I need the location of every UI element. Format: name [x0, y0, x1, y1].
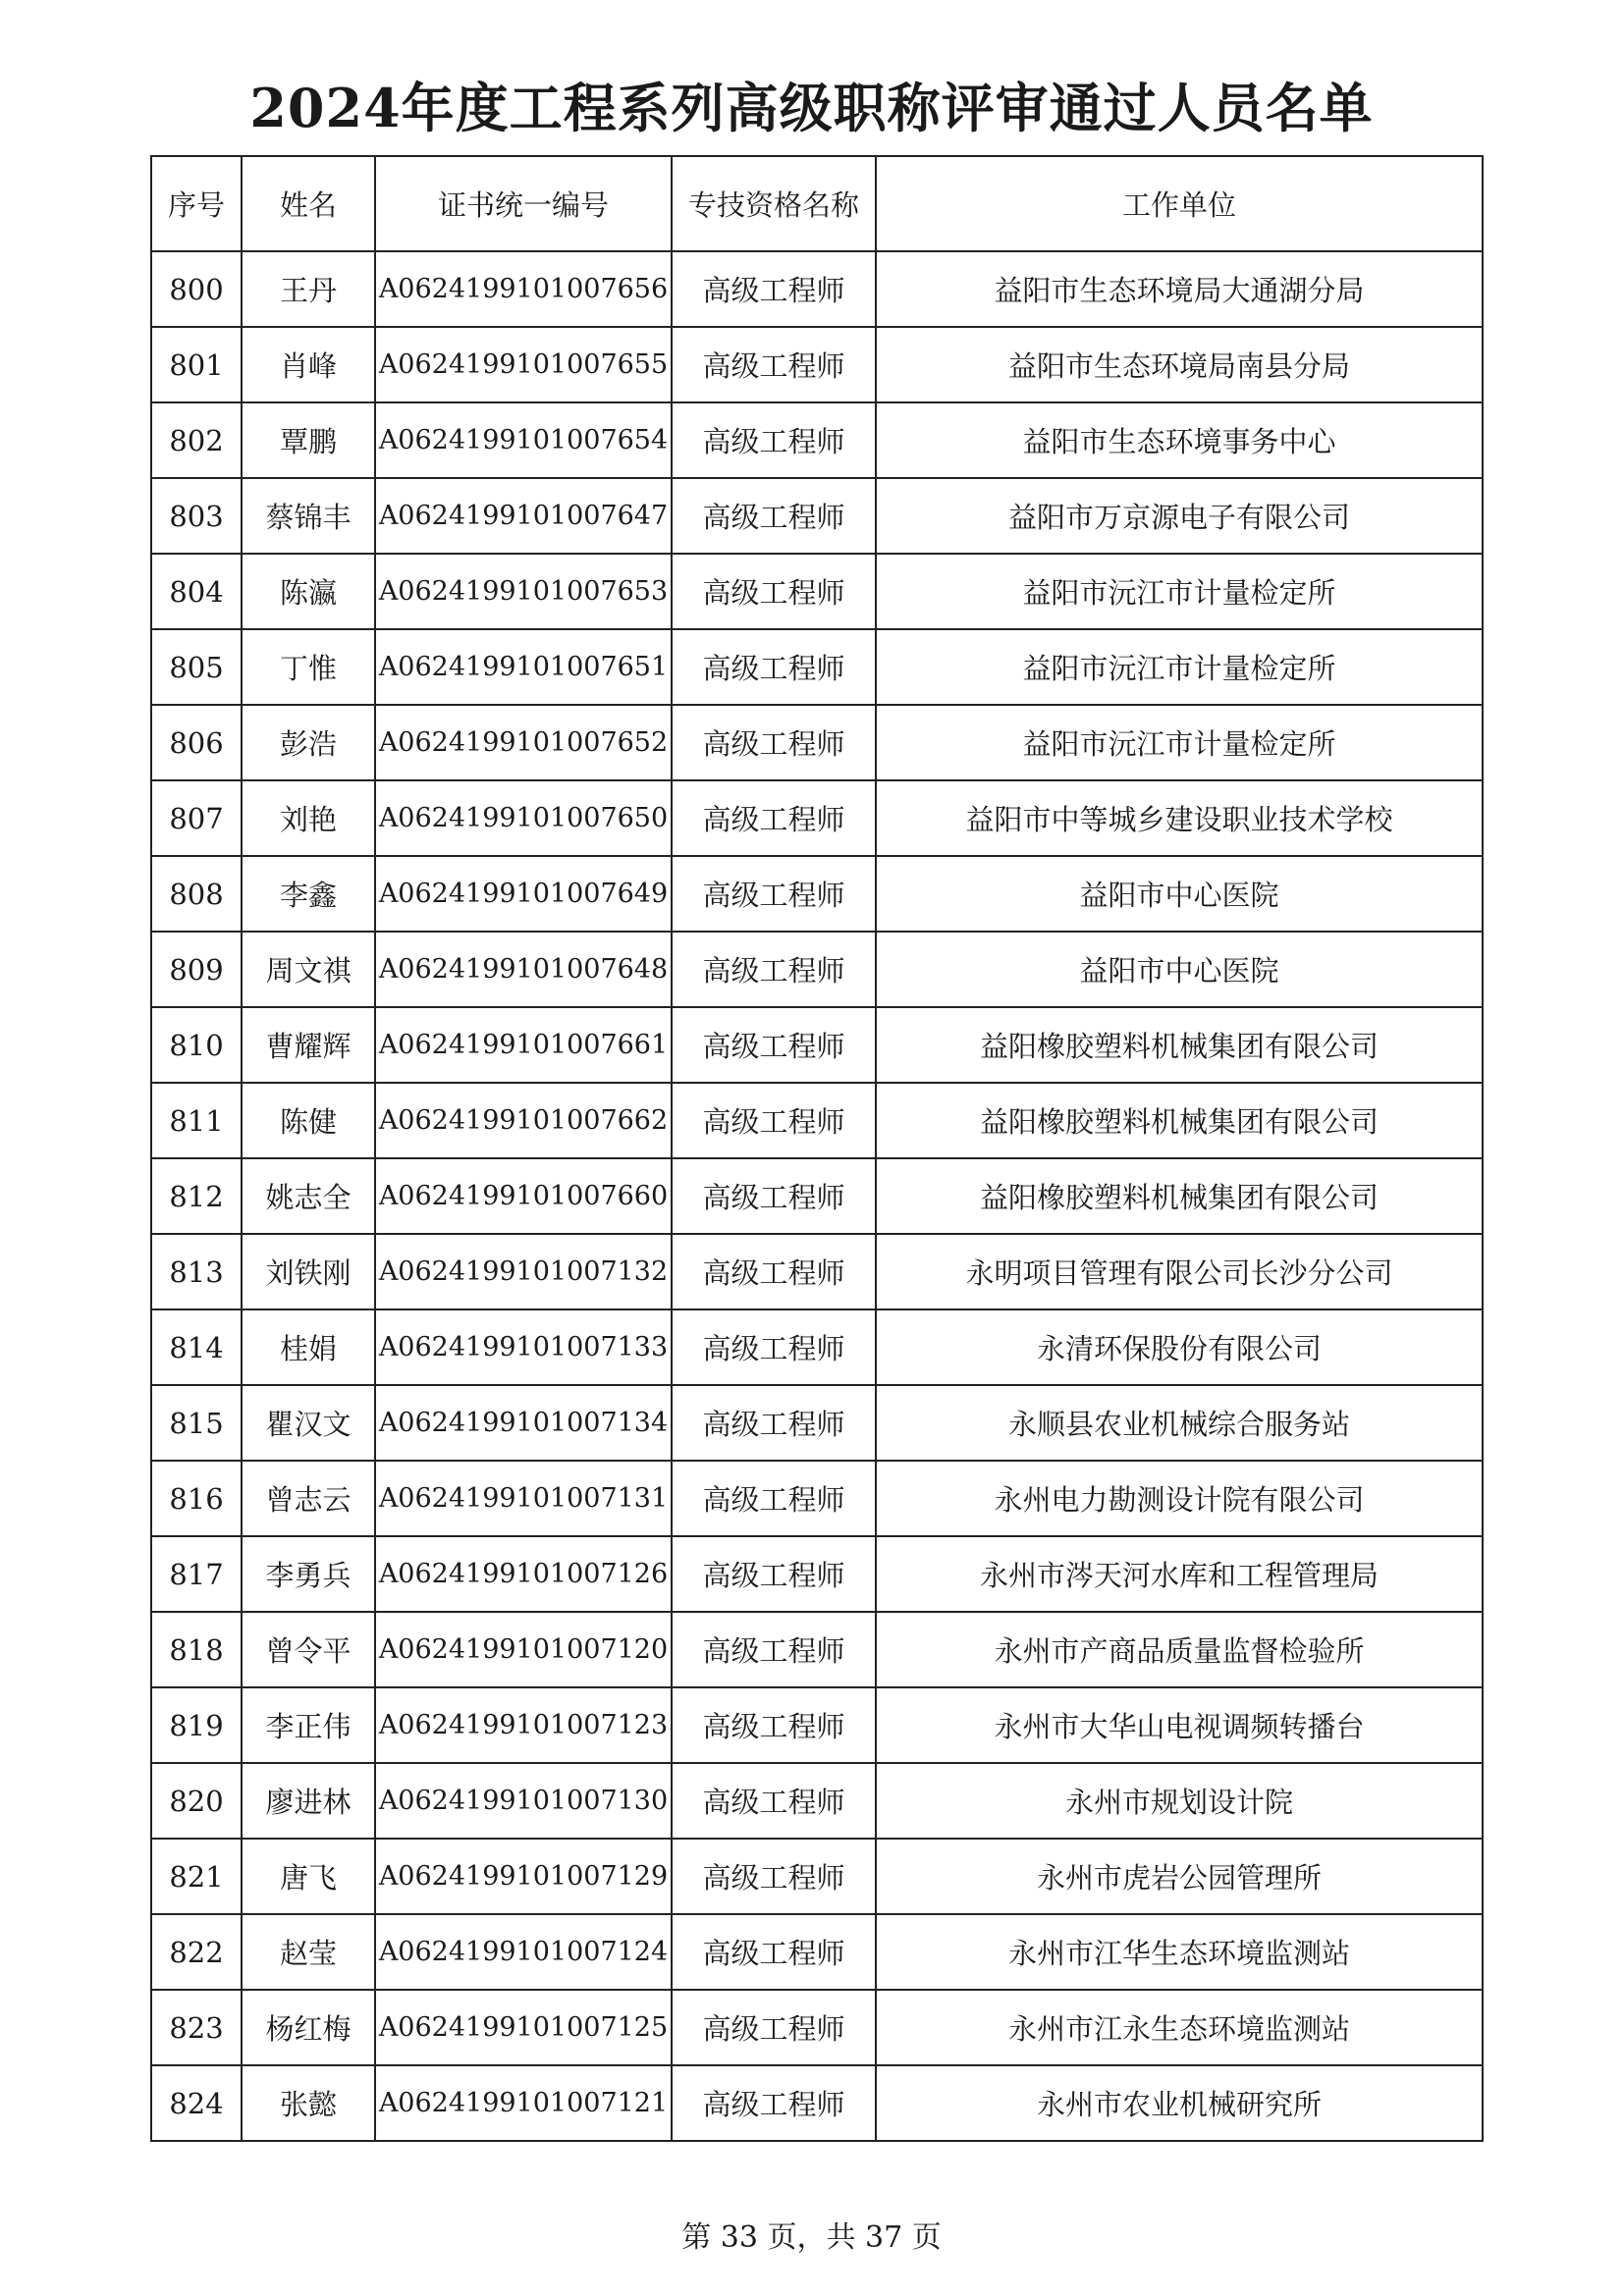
table-row: [151, 1385, 1483, 1461]
serial-cell: 815: [151, 1385, 242, 1461]
employer-cell: 永州市大华山电视调频转播台: [876, 1687, 1483, 1763]
certificate-number-cell: A0624199101007652: [375, 705, 672, 780]
employer-cell: 永州市规划设计院: [876, 1763, 1483, 1839]
table-row: [151, 856, 1483, 932]
serial-cell: 817: [151, 1536, 242, 1612]
name-cell: 王丹: [242, 251, 375, 327]
certificate-number-cell: A0624199101007125: [375, 1990, 672, 2065]
qualification-cell: 高级工程师: [672, 327, 876, 402]
serial-cell: 812: [151, 1158, 242, 1234]
serial-cell: 814: [151, 1309, 242, 1385]
table-row: [151, 1839, 1483, 1914]
qualification-cell: 高级工程师: [672, 1763, 876, 1839]
employer-cell: 益阳橡胶塑料机械集团有限公司: [876, 1007, 1483, 1083]
table-body: [151, 251, 1483, 2141]
certificate-number-cell: A0624199101007132: [375, 1234, 672, 1309]
certificate-number-cell: A0624199101007661: [375, 1007, 672, 1083]
certificate-number-cell: A0624199101007130: [375, 1763, 672, 1839]
name-cell: 周文祺: [242, 932, 375, 1007]
serial-cell: 803: [151, 478, 242, 554]
serial-cell: 805: [151, 629, 242, 705]
qualification-cell: 高级工程师: [672, 705, 876, 780]
qualification-cell: 高级工程师: [672, 478, 876, 554]
certificate-number-cell: A0624199101007133: [375, 1309, 672, 1385]
certificate-number-cell: A0624199101007655: [375, 327, 672, 402]
serial-cell: 811: [151, 1083, 242, 1158]
name-cell: 姚志全: [242, 1158, 375, 1234]
table-row: [151, 478, 1483, 554]
qualification-cell: 高级工程师: [672, 1612, 876, 1687]
qualification-cell: 高级工程师: [672, 251, 876, 327]
qualification-cell: 高级工程师: [672, 1007, 876, 1083]
table-row: [151, 629, 1483, 705]
table-row: [151, 1461, 1483, 1536]
employer-cell: 益阳市生态环境事务中心: [876, 402, 1483, 478]
name-cell: 桂娟: [242, 1309, 375, 1385]
name-cell: 陈瀛: [242, 554, 375, 629]
certificate-number-cell: A0624199101007126: [375, 1536, 672, 1612]
header-employer: 工作单位: [876, 156, 1483, 251]
qualification-cell: 高级工程师: [672, 1158, 876, 1234]
table-row: [151, 1914, 1483, 1990]
name-cell: 曹耀辉: [242, 1007, 375, 1083]
name-cell: 李鑫: [242, 856, 375, 932]
serial-cell: 822: [151, 1914, 242, 1990]
certificate-number-cell: A0624199101007123: [375, 1687, 672, 1763]
table-row: [151, 1612, 1483, 1687]
serial-cell: 809: [151, 932, 242, 1007]
employer-cell: 益阳市生态环境局南县分局: [876, 327, 1483, 402]
certificate-number-cell: A0624199101007660: [375, 1158, 672, 1234]
employer-cell: 益阳市万京源电子有限公司: [876, 478, 1483, 554]
name-cell: 张懿: [242, 2065, 375, 2141]
employer-cell: 益阳市中心医院: [876, 856, 1483, 932]
table-row: [151, 2065, 1483, 2141]
qualification-cell: 高级工程师: [672, 856, 876, 932]
qualification-cell: 高级工程师: [672, 2065, 876, 2141]
name-cell: 陈健: [242, 1083, 375, 1158]
header-serial: 序号: [151, 156, 242, 251]
table-row: [151, 251, 1483, 327]
page-number: 第 33 页，共 37 页: [681, 2220, 942, 2255]
employer-cell: 益阳橡胶塑料机械集团有限公司: [876, 1158, 1483, 1234]
header-name: 姓名: [242, 156, 375, 251]
header-qualification: 专技资格名称: [672, 156, 876, 251]
table-row: [151, 1990, 1483, 2065]
page-title: 2024年度工程系列高级职称评审通过人员名单: [249, 77, 1374, 139]
qualification-cell: 高级工程师: [672, 1839, 876, 1914]
name-cell: 刘铁刚: [242, 1234, 375, 1309]
qualification-cell: 高级工程师: [672, 780, 876, 856]
serial-cell: 813: [151, 1234, 242, 1309]
employer-cell: 永州电力勘测设计院有限公司: [876, 1461, 1483, 1536]
table-row: [151, 554, 1483, 629]
serial-cell: 802: [151, 402, 242, 478]
employer-cell: 益阳市生态环境局大通湖分局: [876, 251, 1483, 327]
serial-cell: 808: [151, 856, 242, 932]
qualification-cell: 高级工程师: [672, 1083, 876, 1158]
certificate-number-cell: A0624199101007647: [375, 478, 672, 554]
certificate-number-cell: A0624199101007124: [375, 1914, 672, 1990]
serial-cell: 804: [151, 554, 242, 629]
name-cell: 覃鹏: [242, 402, 375, 478]
table-row: [151, 705, 1483, 780]
employer-cell: 永州市江永生态环境监测站: [876, 1990, 1483, 2065]
serial-cell: 819: [151, 1687, 242, 1763]
certificate-number-cell: A0624199101007656: [375, 251, 672, 327]
name-cell: 曾令平: [242, 1612, 375, 1687]
qualification-cell: 高级工程师: [672, 629, 876, 705]
serial-cell: 810: [151, 1007, 242, 1083]
table-row: [151, 1687, 1483, 1763]
employer-cell: 益阳市中等城乡建设职业技术学校: [876, 780, 1483, 856]
serial-cell: 807: [151, 780, 242, 856]
name-cell: 曾志云: [242, 1461, 375, 1536]
table-row: [151, 1234, 1483, 1309]
qualification-cell: 高级工程师: [672, 1234, 876, 1309]
employer-cell: 永州市虎岩公园管理所: [876, 1839, 1483, 1914]
certificate-number-cell: A0624199101007129: [375, 1839, 672, 1914]
table-row: [151, 1309, 1483, 1385]
employer-cell: 益阳市沅江市计量检定所: [876, 705, 1483, 780]
table-row: [151, 780, 1483, 856]
employer-cell: 益阳橡胶塑料机械集团有限公司: [876, 1083, 1483, 1158]
name-cell: 蔡锦丰: [242, 478, 375, 554]
serial-cell: 820: [151, 1763, 242, 1839]
header-certificate-number: 证书统一编号: [375, 156, 672, 251]
table-row: [151, 1007, 1483, 1083]
certificate-number-cell: A0624199101007121: [375, 2065, 672, 2141]
employer-cell: 永州市农业机械研究所: [876, 2065, 1483, 2141]
serial-cell: 824: [151, 2065, 242, 2141]
qualification-cell: 高级工程师: [672, 402, 876, 478]
certificate-number-cell: A0624199101007651: [375, 629, 672, 705]
name-cell: 唐飞: [242, 1839, 375, 1914]
name-cell: 瞿汉文: [242, 1385, 375, 1461]
serial-cell: 821: [151, 1839, 242, 1914]
name-cell: 赵莹: [242, 1914, 375, 1990]
name-cell: 肖峰: [242, 327, 375, 402]
certificate-number-cell: A0624199101007134: [375, 1385, 672, 1461]
employer-cell: 永州市江华生态环境监测站: [876, 1914, 1483, 1990]
certificate-number-cell: A0624199101007654: [375, 402, 672, 478]
name-cell: 杨红梅: [242, 1990, 375, 2065]
qualification-cell: 高级工程师: [672, 554, 876, 629]
qualification-cell: 高级工程师: [672, 1461, 876, 1536]
employer-cell: 益阳市沅江市计量检定所: [876, 554, 1483, 629]
name-cell: 李正伟: [242, 1687, 375, 1763]
employer-cell: 益阳市中心医院: [876, 932, 1483, 1007]
table-row: [151, 402, 1483, 478]
employer-cell: 永明项目管理有限公司长沙分公司: [876, 1234, 1483, 1309]
qualification-cell: 高级工程师: [672, 932, 876, 1007]
certificate-number-cell: A0624199101007662: [375, 1083, 672, 1158]
name-cell: 廖进林: [242, 1763, 375, 1839]
name-cell: 刘艳: [242, 780, 375, 856]
name-cell: 丁惟: [242, 629, 375, 705]
employer-cell: 益阳市沅江市计量检定所: [876, 629, 1483, 705]
name-cell: 彭浩: [242, 705, 375, 780]
table-row: [151, 1083, 1483, 1158]
serial-cell: 816: [151, 1461, 242, 1536]
serial-cell: 818: [151, 1612, 242, 1687]
table-row: [151, 1158, 1483, 1234]
qualification-cell: 高级工程师: [672, 1536, 876, 1612]
certificate-number-cell: A0624199101007648: [375, 932, 672, 1007]
serial-cell: 800: [151, 251, 242, 327]
certificate-number-cell: A0624199101007650: [375, 780, 672, 856]
certificate-number-cell: A0624199101007653: [375, 554, 672, 629]
qualification-cell: 高级工程师: [672, 1990, 876, 2065]
table-header-row: [151, 156, 1483, 251]
employer-cell: 永州市产商品质量监督检验所: [876, 1612, 1483, 1687]
employer-cell: 永清环保股份有限公司: [876, 1309, 1483, 1385]
table-row: [151, 327, 1483, 402]
serial-cell: 823: [151, 1990, 242, 2065]
certificate-number-cell: A0624199101007131: [375, 1461, 672, 1536]
name-cell: 李勇兵: [242, 1536, 375, 1612]
qualification-cell: 高级工程师: [672, 1385, 876, 1461]
qualification-cell: 高级工程师: [672, 1687, 876, 1763]
employer-cell: 永顺县农业机械综合服务站: [876, 1385, 1483, 1461]
qualification-cell: 高级工程师: [672, 1309, 876, 1385]
certificate-number-cell: A0624199101007120: [375, 1612, 672, 1687]
serial-cell: 801: [151, 327, 242, 402]
table-row: [151, 1763, 1483, 1839]
table-row: [151, 1536, 1483, 1612]
employer-cell: 永州市涔天河水库和工程管理局: [876, 1536, 1483, 1612]
serial-cell: 806: [151, 705, 242, 780]
personnel-table: [150, 155, 1484, 2142]
qualification-cell: 高级工程师: [672, 1914, 876, 1990]
table-row: [151, 932, 1483, 1007]
certificate-number-cell: A0624199101007649: [375, 856, 672, 932]
